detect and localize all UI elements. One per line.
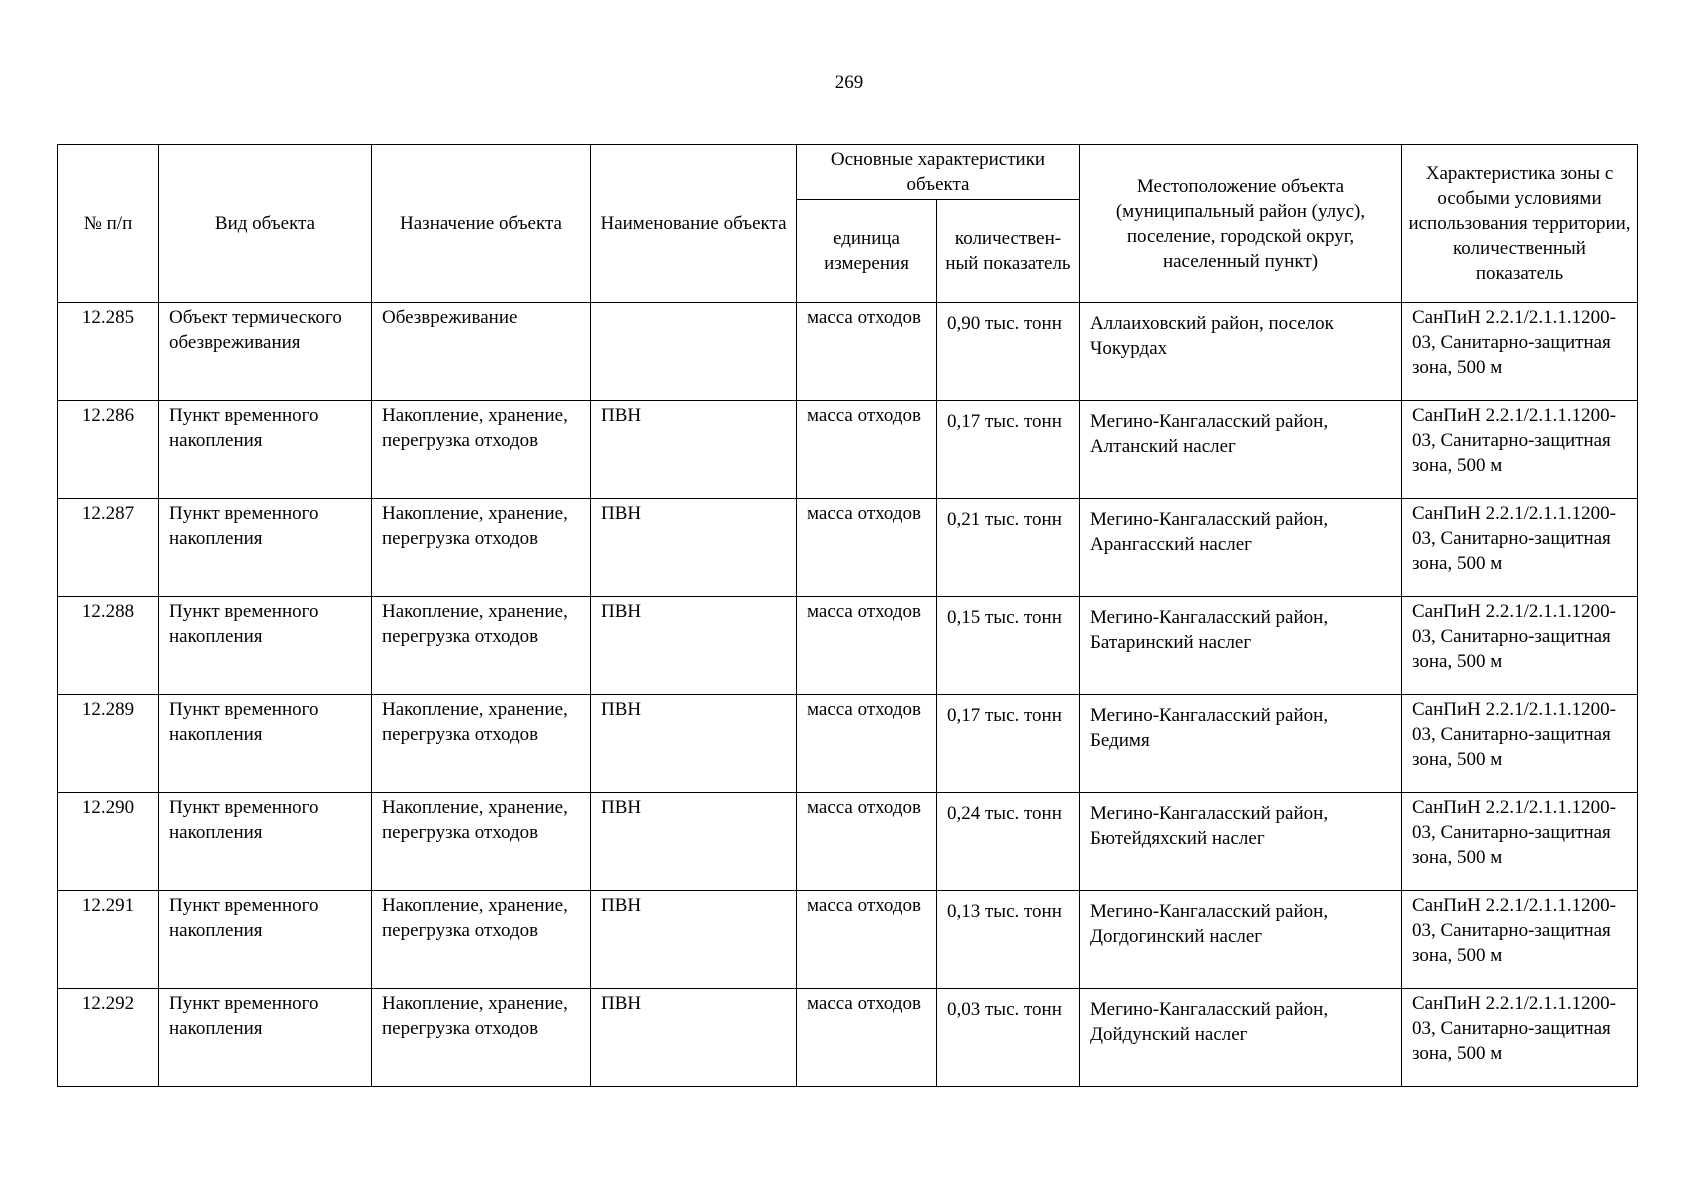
header-location: Местоположение объекта (муниципальный район (улус), поселение, городской округ, населенный пункт) [1080, 145, 1402, 303]
header-main-characteristics: Основные характеристики объекта [797, 145, 1080, 200]
cell-num: 12.287 [58, 499, 159, 597]
cell-num: 12.289 [58, 695, 159, 793]
header-object-type: Вид объекта [159, 145, 372, 303]
cell-zone: СанПиН 2.2.1/2.1.1.1200-03, Санитарно-защитная зона, 500 м [1402, 891, 1638, 989]
table-row [58, 303, 1638, 401]
cell-object-name: ПВН [591, 891, 797, 989]
cell-object-name: ПВН [591, 499, 797, 597]
table-row [58, 891, 1638, 989]
cell-quantity: 0,90 тыс. тонн [937, 303, 1080, 401]
cell-object-name: ПВН [591, 695, 797, 793]
cell-object-purpose: Накопление, хранение, перегрузка отходов [372, 989, 591, 1087]
cell-object-purpose: Накопление, хранение, перегрузка отходов [372, 401, 591, 499]
cell-object-type: Пункт временного накопления [159, 989, 372, 1087]
cell-num: 12.290 [58, 793, 159, 891]
cell-object-purpose: Накопление, хранение, перегрузка отходов [372, 499, 591, 597]
cell-object-purpose: Накопление, хранение, перегрузка отходов [372, 891, 591, 989]
cell-location: Мегино-Кангаласский район, Догдогинский наслег [1080, 891, 1402, 989]
cell-quantity: 0,13 тыс. тонн [937, 891, 1080, 989]
cell-quantity: 0,03 тыс. тонн [937, 989, 1080, 1087]
cell-object-type: Пункт временного накопления [159, 891, 372, 989]
cell-num: 12.285 [58, 303, 159, 401]
cell-location: Мегино-Кангаласский район, Бедимя [1080, 695, 1402, 793]
cell-quantity: 0,17 тыс. тонн [937, 695, 1080, 793]
header-object-name: Наименование объекта [591, 145, 797, 303]
cell-zone: СанПиН 2.2.1/2.1.1.1200-03, Санитарно-защитная зона, 500 м [1402, 989, 1638, 1087]
cell-quantity: 0,17 тыс. тонн [937, 401, 1080, 499]
cell-unit: масса отходов [797, 989, 937, 1087]
cell-location: Мегино-Кангаласский район, Бютейдяхский наслег [1080, 793, 1402, 891]
cell-object-type: Пункт временного накопления [159, 597, 372, 695]
cell-unit: масса отходов [797, 793, 937, 891]
cell-zone: СанПиН 2.2.1/2.1.1.1200-03, Санитарно-защитная зона, 500 м [1402, 303, 1638, 401]
cell-unit: масса отходов [797, 499, 937, 597]
cell-unit: масса отходов [797, 303, 937, 401]
waste-objects-table [57, 144, 1638, 1087]
cell-num: 12.286 [58, 401, 159, 499]
table-row [58, 597, 1638, 695]
cell-object-type: Пункт временного накопления [159, 401, 372, 499]
cell-zone: СанПиН 2.2.1/2.1.1.1200-03, Санитарно-защитная зона, 500 м [1402, 793, 1638, 891]
cell-quantity: 0,24 тыс. тонн [937, 793, 1080, 891]
cell-object-name: ПВН [591, 793, 797, 891]
cell-object-purpose: Накопление, хранение, перегрузка отходов [372, 793, 591, 891]
cell-object-type: Пункт временного накопления [159, 793, 372, 891]
table-row [58, 401, 1638, 499]
table-body [58, 303, 1638, 1087]
cell-unit: масса отходов [797, 597, 937, 695]
cell-object-purpose: Накопление, хранение, перегрузка отходов [372, 695, 591, 793]
cell-num: 12.288 [58, 597, 159, 695]
cell-location: Мегино-Кангаласский район, Батаринский наслег [1080, 597, 1402, 695]
table-row [58, 499, 1638, 597]
cell-object-name: ПВН [591, 989, 797, 1087]
header-quantity: количествен-ный показатель [937, 200, 1080, 303]
cell-object-name [591, 303, 797, 401]
cell-object-type: Объект термического обезвреживания [159, 303, 372, 401]
cell-location: Мегино-Кангаласский район, Алтанский наслег [1080, 401, 1402, 499]
cell-object-name: ПВН [591, 597, 797, 695]
cell-num: 12.291 [58, 891, 159, 989]
table-header [58, 145, 1638, 303]
cell-zone: СанПиН 2.2.1/2.1.1.1200-03, Санитарно-защитная зона, 500 м [1402, 695, 1638, 793]
header-zone: Характеристика зоны с особыми условиями использования территории, количественный показатель [1402, 145, 1638, 303]
header-object-purpose: Назначение объекта [372, 145, 591, 303]
cell-object-purpose: Накопление, хранение, перегрузка отходов [372, 597, 591, 695]
cell-zone: СанПиН 2.2.1/2.1.1.1200-03, Санитарно-защитная зона, 500 м [1402, 499, 1638, 597]
cell-object-type: Пункт временного накопления [159, 499, 372, 597]
page-number: 269 [834, 72, 864, 93]
table-row [58, 695, 1638, 793]
cell-location: Мегино-Кангаласский район, Дойдунский наслег [1080, 989, 1402, 1087]
cell-object-name: ПВН [591, 401, 797, 499]
cell-location: Аллаиховский район, поселок Чокурдах [1080, 303, 1402, 401]
cell-unit: масса отходов [797, 695, 937, 793]
table-row [58, 989, 1638, 1087]
cell-zone: СанПиН 2.2.1/2.1.1.1200-03, Санитарно-защитная зона, 500 м [1402, 401, 1638, 499]
cell-quantity: 0,21 тыс. тонн [937, 499, 1080, 597]
header-unit: единица измерения [797, 200, 937, 303]
header-num: № п/п [58, 145, 159, 303]
cell-location: Мегино-Кангаласский район, Арангасский наслег [1080, 499, 1402, 597]
cell-object-purpose: Обезвреживание [372, 303, 591, 401]
cell-object-type: Пункт временного накопления [159, 695, 372, 793]
cell-unit: масса отходов [797, 891, 937, 989]
cell-zone: СанПиН 2.2.1/2.1.1.1200-03, Санитарно-защитная зона, 500 м [1402, 597, 1638, 695]
table-row [58, 793, 1638, 891]
cell-unit: масса отходов [797, 401, 937, 499]
cell-num: 12.292 [58, 989, 159, 1087]
cell-quantity: 0,15 тыс. тонн [937, 597, 1080, 695]
